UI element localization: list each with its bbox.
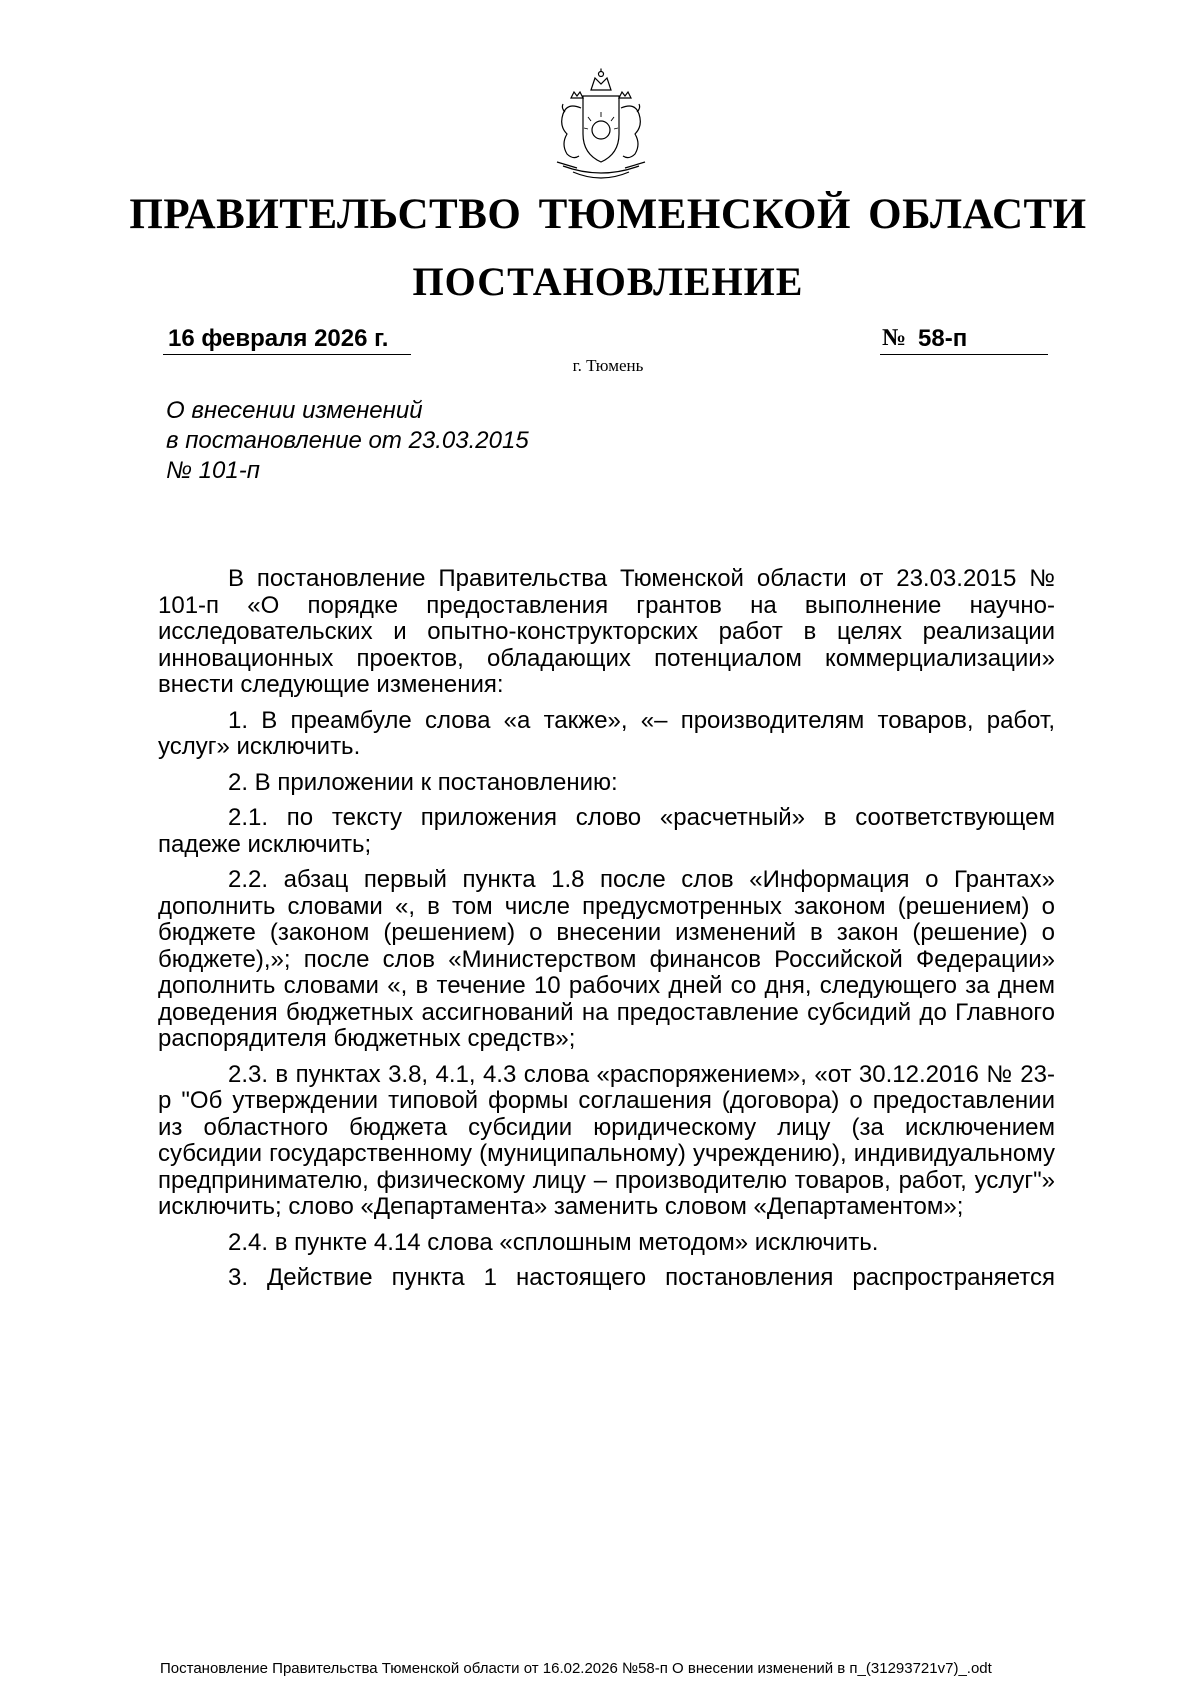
document-number: 58-п [918,325,968,352]
body-paragraph: 3. Действие пункта 1 настоящего постановления распространяется [228,1264,1055,1291]
document-body [158,566,1055,1301]
document-date: 16 февраля 2026 г. [168,325,389,352]
date-field [163,323,411,355]
subject-line: О внесении изменений [166,397,423,424]
government-title: ПРАВИТЕЛЬСТВО ТЮМЕНСКОЙ ОБЛАСТИ [129,191,1087,238]
page-footer: Постановление Правительства Тюменской области от 16.02.2026 №58-п О внесении изменений в п_(31293721v7)_.odt [160,1660,992,1677]
document-type: ПОСТАНОВЛЕНИЕ [412,259,804,304]
body-paragraph: В постановление Правительства Тюменской области от 23.03.2015 № 101-п «О порядке предоставления грантов на выполнение научно-исследовательских и опытно-конструкторских работ в целях реализации инновационных проектов, обладающих потенциалом коммерциализации» внести следующие изменения: [158,565,1055,698]
body-paragraph: 2.2. абзац первый пункта 1.8 после слов «Информация о Грантах» дополнить словами «, в том числе предусмотренных законом (решением) о бюджете (законом (решением) о внесении изменений в закон (решение) о бюджете),»; после слов «Министерством финансов Российской Федерации» дополнить словами «, в течение 10 рабочих дней со дня, следующего за днем доведения бюджетных ассигнований на предоставление субсидий до Главного распорядителя бюджетных средств»; [158,866,1055,1052]
coat-of-arms-emblem [553,68,649,192]
body-paragraph: 2.4. в пункте 4.14 слова «сплошным методом» исключить. [228,1228,879,1256]
document-subject [166,396,529,486]
body-paragraph: 1. В преамбуле слова «а также», «– производителям товаров, работ, услуг» исключить. [158,706,1055,760]
subject-line: № 101-п [166,457,260,484]
subject-line: в постановление от 23.03.2015 [166,427,529,454]
city-name: г. Тюмень [572,356,644,375]
body-paragraph: 2.3. в пунктах 3.8, 4.1, 4.3 слова «распоряжением», «от 30.12.2016 № 23-р "Об утверждении типовой формы соглашения (договора) о предоставлении из областного бюджета субсидии юридическому лицу (за исключением субсидии государственному (муниципальному) учреждению), индивидуальному предпринимателю, физическому лицу – производителю товаров, работ, услуг"» исключить; слово «Департамента» заменить словом «Департаментом»; [158,1060,1055,1220]
body-paragraph: 2. В приложении к постановлению: [228,768,618,796]
number-sign: № [882,325,907,351]
number-field [880,323,1048,355]
body-paragraph: 2.1. по тексту приложения слово «расчетный» в соответствующем падеже исключить; [158,804,1055,858]
